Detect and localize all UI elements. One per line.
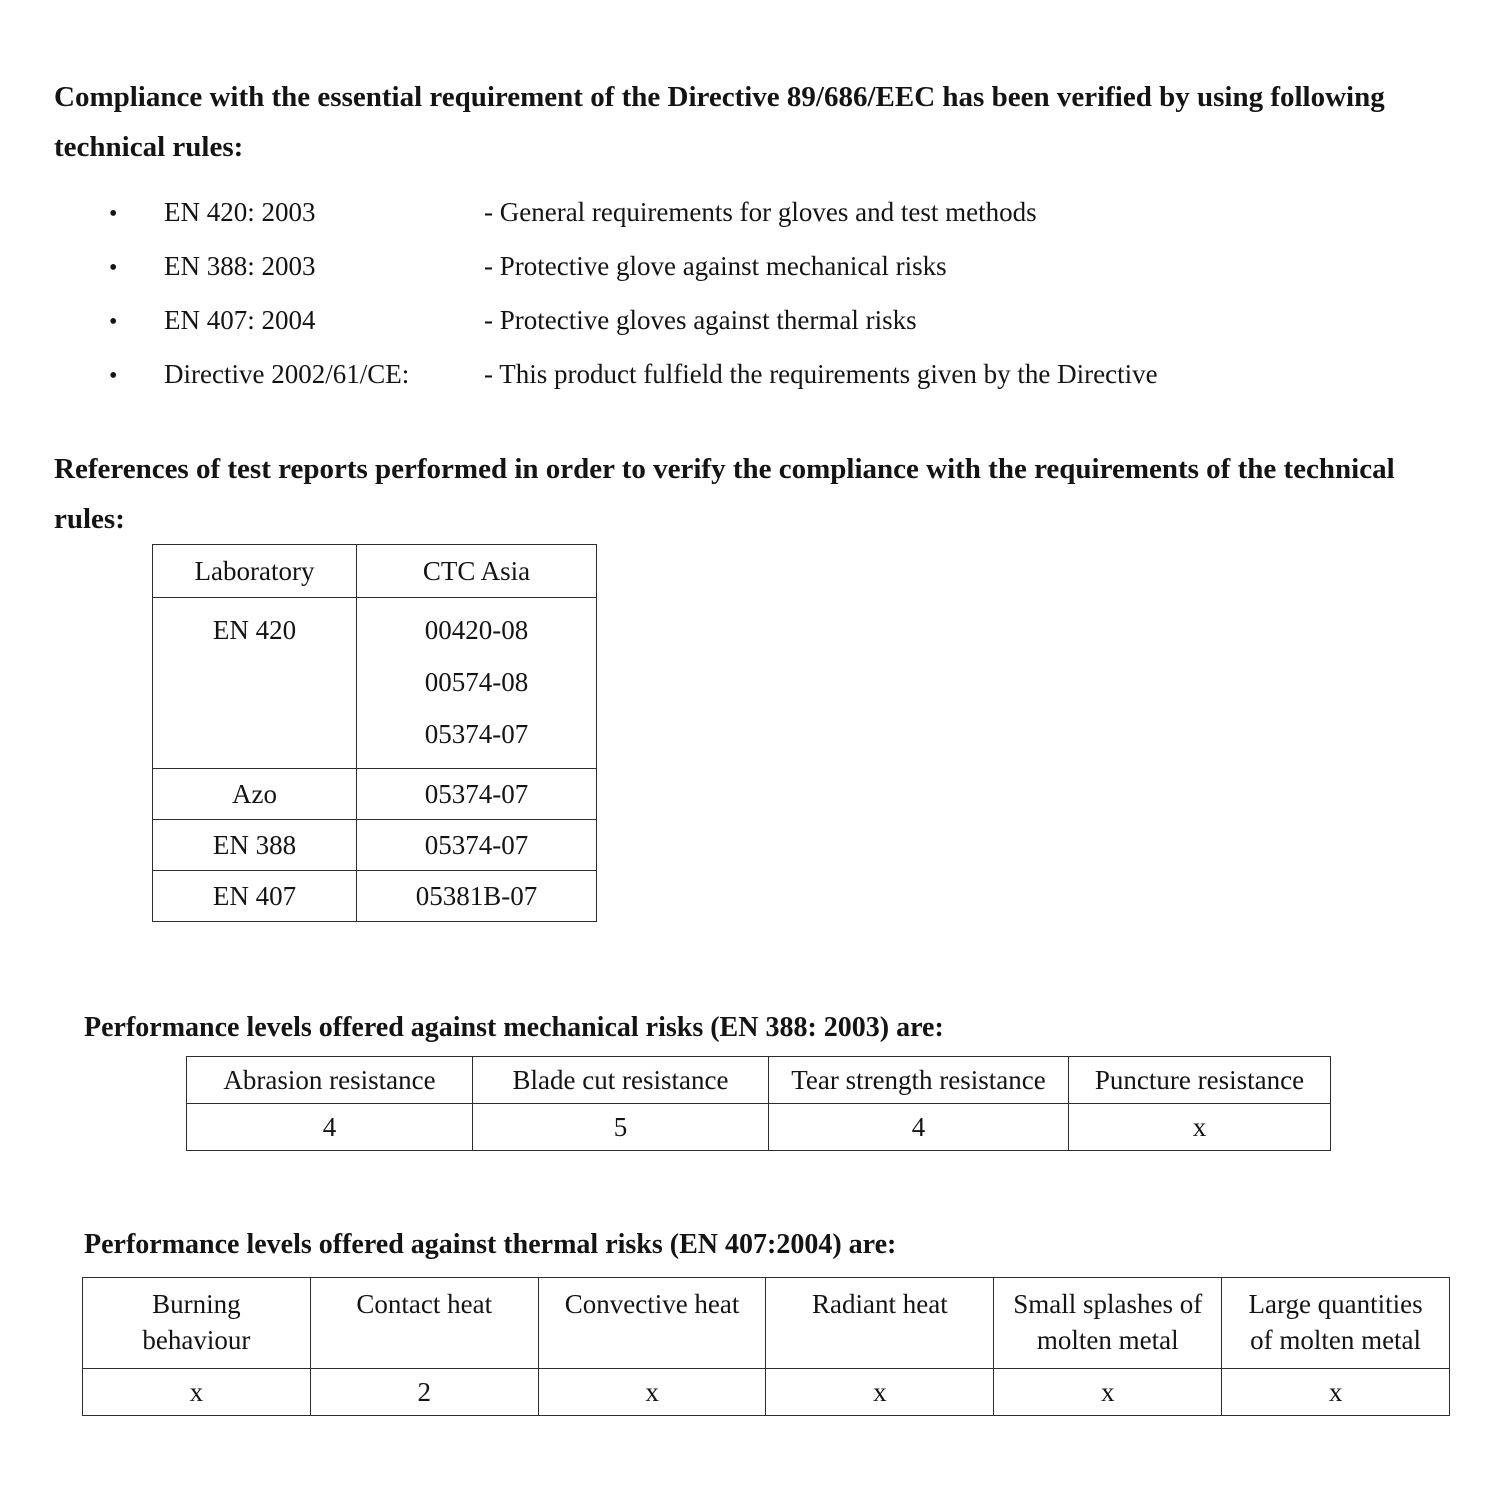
rule-description: - This product fulfield the requirements given by the Directive (484, 359, 1158, 389)
standard-cell: EN 407 (153, 871, 357, 922)
table-value-row (187, 1104, 1331, 1151)
references-heading-line2: rules: (54, 503, 125, 535)
thermal-value-cell: x (83, 1369, 311, 1416)
thermal-value-cell: x (538, 1369, 766, 1416)
header-line: Large quantities (1248, 1289, 1423, 1319)
header-line: molten metal (1036, 1325, 1179, 1355)
bullet-icon: • (109, 363, 118, 389)
header-line: Convective heat (564, 1289, 740, 1319)
table-row (153, 598, 597, 769)
rule-standard: EN 388: 2003 (164, 251, 316, 281)
rule-description: - General requirements for gloves and test methods (484, 197, 1037, 227)
rule-standard: Directive 2002/61/CE: (164, 359, 410, 389)
rule-description: - Protective glove against mechanical risks (484, 251, 947, 281)
thermal-value-cell: x (1222, 1369, 1450, 1416)
standard-cell: Azo (153, 769, 357, 820)
mech-value-cell: 4 (187, 1104, 473, 1151)
thermal-header-cell (994, 1278, 1222, 1369)
list-item (54, 294, 1450, 348)
lab-report-table (152, 544, 597, 922)
table-row (153, 820, 597, 871)
references-heading (54, 444, 1450, 544)
thermal-header-cell (83, 1278, 311, 1369)
technical-rules-list (54, 186, 1450, 402)
list-item (54, 240, 1450, 294)
thermal-risks-heading: Performance levels offered against thermal risks (EN 407:2004) are: (84, 1229, 897, 1260)
mech-header-cell: Blade cut resistance (473, 1057, 769, 1104)
table-row (153, 769, 597, 820)
header-line: Burning (152, 1289, 241, 1319)
header-line: Small splashes of (1013, 1289, 1203, 1319)
report-number: 05374-07 (424, 719, 529, 749)
thermal-header-cell (538, 1278, 766, 1369)
bullet-icon: • (109, 309, 118, 335)
header-line: Radiant heat (812, 1289, 948, 1319)
compliance-heading (54, 72, 1450, 172)
report-numbers-cell: 05374-07 (357, 820, 597, 871)
standard-cell (153, 598, 357, 769)
references-heading-line1: References of test reports performed in order to verify the compliance with the requirements of the technical (54, 453, 1395, 485)
rule-description: - Protective gloves against thermal risks (484, 305, 917, 335)
table-header-row (187, 1057, 1331, 1104)
rule-standard: EN 420: 2003 (164, 197, 316, 227)
table-header-row (83, 1278, 1450, 1369)
report-numbers-cell: 05381B-07 (357, 871, 597, 922)
header-line: Contact heat (356, 1289, 493, 1319)
mechanical-risks-table (186, 1056, 1331, 1151)
header-line: of molten metal (1250, 1325, 1422, 1355)
mechanical-risks-heading: Performance levels offered against mechanical risks (EN 388: 2003) are: (84, 1012, 944, 1043)
standard-cell: EN 388 (153, 820, 357, 871)
mech-value-cell: 4 (769, 1104, 1069, 1151)
thermal-value-cell: x (994, 1369, 1222, 1416)
report-number: 00574-08 (424, 667, 529, 697)
mech-value-cell: x (1069, 1104, 1331, 1151)
mech-value-cell: 5 (473, 1104, 769, 1151)
thermal-header-cell (310, 1278, 538, 1369)
bullet-icon: • (109, 201, 118, 227)
mech-header-cell: Tear strength resistance (769, 1057, 1069, 1104)
compliance-heading-line2: technical rules: (54, 131, 244, 163)
report-number: 00420-08 (424, 615, 529, 645)
header-line: behaviour (142, 1325, 251, 1355)
report-numbers-cell (357, 598, 597, 769)
ctc-header-cell: CTC Asia (357, 545, 597, 598)
table-value-row (83, 1369, 1450, 1416)
table-row (153, 871, 597, 922)
mech-header-cell: Abrasion resistance (187, 1057, 473, 1104)
thermal-header-cell (766, 1278, 994, 1369)
lab-header-cell: Laboratory (153, 545, 357, 598)
compliance-heading-line1: Compliance with the essential requirement of the Directive 89/686/EEC has been verified by using following (54, 81, 1385, 113)
thermal-header-cell (1222, 1278, 1450, 1369)
table-header-row (153, 545, 597, 598)
list-item (54, 186, 1450, 240)
report-numbers-cell: 05374-07 (357, 769, 597, 820)
bullet-icon: • (109, 255, 118, 281)
standard-label: EN 420 (212, 615, 297, 645)
thermal-value-cell: 2 (310, 1369, 538, 1416)
list-item (54, 348, 1450, 402)
thermal-risks-table (82, 1277, 1450, 1416)
rule-standard: EN 407: 2004 (164, 305, 316, 335)
mech-header-cell: Puncture resistance (1069, 1057, 1331, 1104)
thermal-value-cell: x (766, 1369, 994, 1416)
